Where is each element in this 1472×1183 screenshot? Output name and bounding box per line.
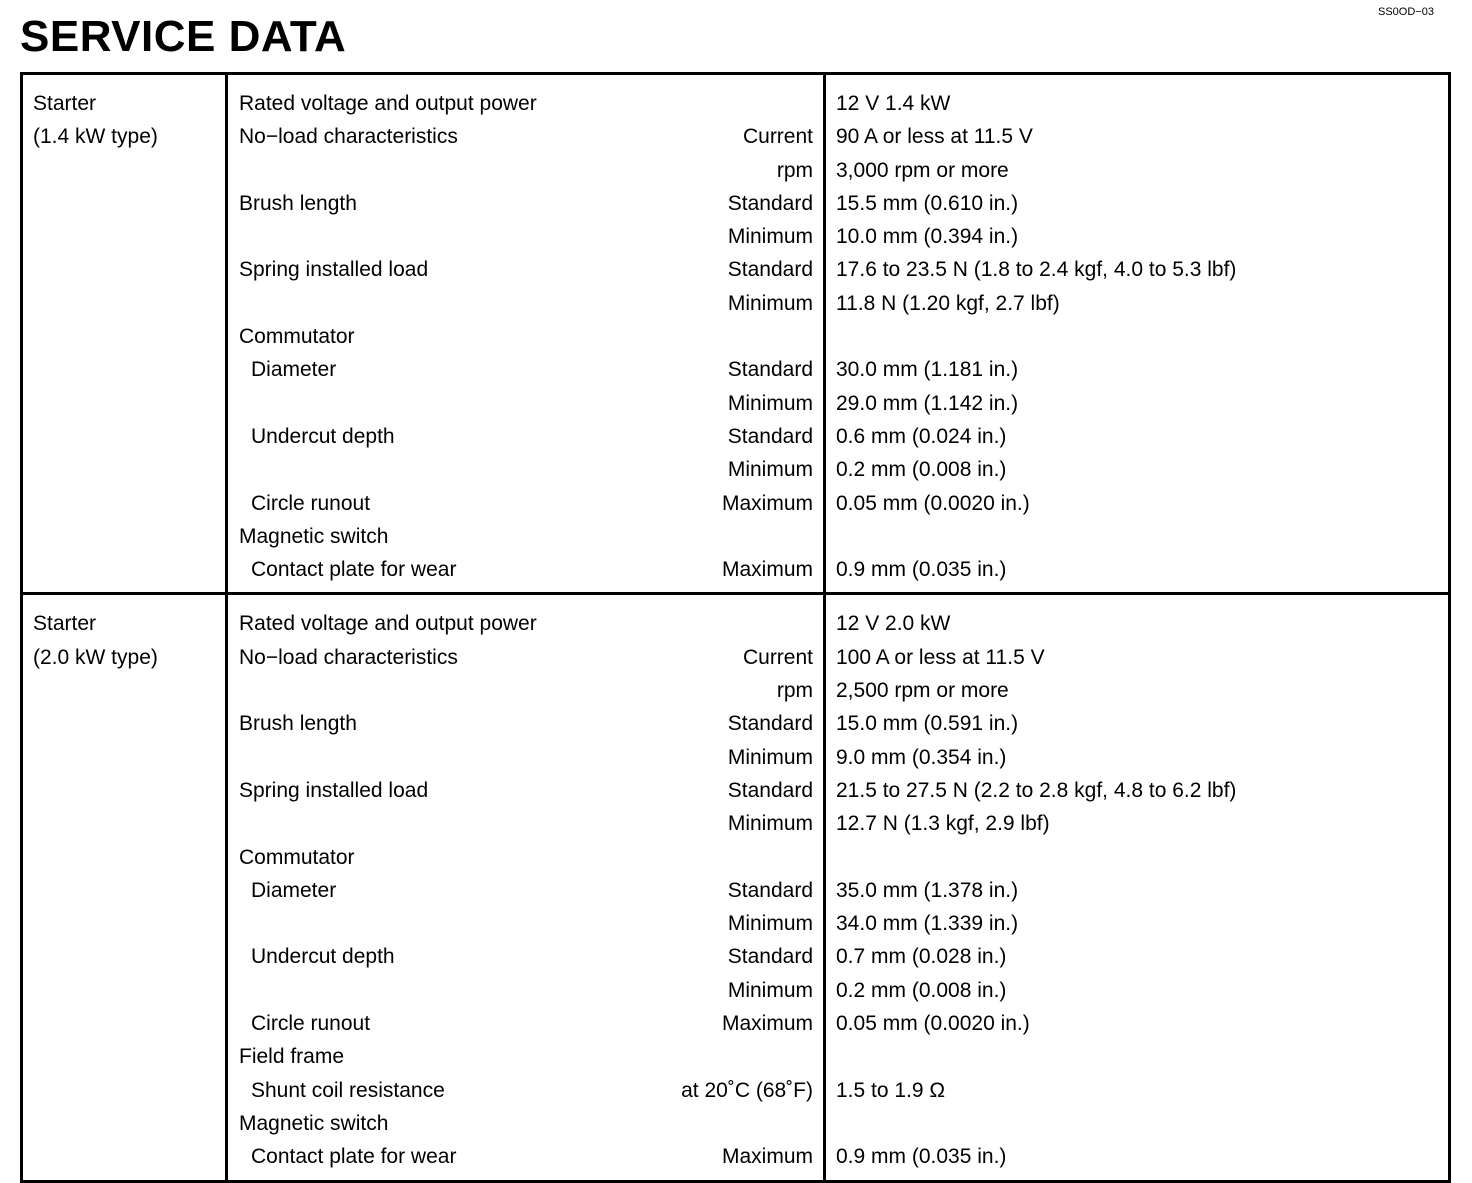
item-row [228, 774, 823, 807]
item-condition: Minimum [727, 225, 813, 249]
item-row [228, 1007, 823, 1040]
item-row [228, 1074, 823, 1107]
spec-value: 21.5 to 27.5 N (2.2 to 2.8 kgf, 4.8 to 6.2 lbf) [836, 778, 1237, 802]
item-condition: Standard [727, 945, 813, 969]
component-type: (1.4 kW type) [33, 125, 158, 149]
item-condition: Minimum [727, 912, 813, 936]
spec-value: 0.9 mm (0.035 in.) [836, 1145, 1007, 1169]
item-label: No−load characteristics [239, 125, 458, 149]
item-label [239, 387, 251, 420]
item-label: Commutator [239, 845, 355, 869]
item-condition: Standard [727, 358, 813, 382]
item-condition: Maximum [721, 558, 813, 582]
item-label: Undercut depth [251, 424, 395, 448]
item-row [228, 841, 823, 874]
item-condition: Minimum [727, 812, 813, 836]
value-column [826, 595, 1448, 1179]
item-label: Brush length [239, 191, 357, 215]
spec-value: 29.0 mm (1.142 in.) [836, 391, 1019, 415]
item-condition: Minimum [727, 745, 813, 769]
item-label: Diameter [251, 358, 337, 382]
item-label: Magnetic switch [239, 524, 389, 548]
component-cell [23, 75, 228, 592]
service-data-table [20, 72, 1451, 1183]
spec-value [836, 841, 1448, 874]
item-condition: Current [742, 125, 813, 149]
item-column [228, 75, 826, 592]
spec-value: 12 V 1.4 kW [836, 92, 951, 115]
spec-value: 0.05 mm (0.0020 in.) [836, 1012, 1030, 1036]
item-condition: Maximum [721, 491, 813, 515]
item-condition: Standard [727, 712, 813, 736]
item-row [228, 320, 823, 353]
item-row [228, 907, 823, 940]
spec-value: 9.0 mm (0.354 in.) [836, 745, 1007, 769]
component-name: Starter [33, 92, 97, 115]
spec-value: 30.0 mm (1.181 in.) [836, 358, 1019, 382]
item-label: Diameter [251, 878, 337, 902]
item-condition: Minimum [727, 458, 813, 482]
component-name: Starter [33, 612, 97, 636]
spec-value [836, 520, 1448, 553]
item-column [228, 595, 826, 1179]
item-row [228, 387, 823, 420]
item-row [228, 707, 823, 740]
item-condition: Standard [727, 191, 813, 215]
item-row [228, 353, 823, 386]
item-condition: Standard [727, 778, 813, 802]
item-row [228, 287, 823, 320]
spec-value: 90 A or less at 11.5 V [836, 125, 1033, 149]
item-label: Spring installed load [239, 258, 429, 282]
spec-value: 0.2 mm (0.008 in.) [836, 458, 1007, 482]
spec-value: 0.6 mm (0.024 in.) [836, 424, 1007, 448]
item-row [228, 420, 823, 453]
item-row [228, 1107, 823, 1140]
spec-value: 1.5 to 1.9 Ω [836, 1078, 946, 1102]
item-label: No−load characteristics [239, 645, 458, 669]
item-row [228, 874, 823, 907]
spec-value: 2,500 rpm or more [836, 679, 1009, 703]
section-starter-2-0kw [23, 592, 1448, 1179]
item-label [239, 453, 251, 486]
item-condition: rpm [776, 158, 813, 182]
item-row [228, 487, 823, 520]
item-label: Rated voltage and output power [239, 612, 537, 636]
item-condition: Minimum [727, 978, 813, 1002]
item-label: Spring installed load [239, 778, 429, 802]
spec-value: 10.0 mm (0.394 in.) [836, 225, 1019, 249]
spec-value: 17.6 to 23.5 N (1.8 to 2.4 kgf, 4.0 to 5.3 lbf) [836, 258, 1237, 282]
spec-value: 0.05 mm (0.0020 in.) [836, 491, 1030, 515]
item-label: Shunt coil resistance [251, 1078, 445, 1102]
spec-value: 34.0 mm (1.339 in.) [836, 912, 1019, 936]
item-row [228, 553, 823, 586]
item-row [228, 641, 823, 674]
item-label [239, 907, 251, 940]
item-row [228, 1140, 823, 1173]
item-row [228, 607, 823, 640]
value-column [826, 75, 1448, 592]
item-row [228, 807, 823, 840]
item-label: Undercut depth [251, 945, 395, 969]
item-label: Circle runout [251, 491, 371, 515]
item-label: Field frame [239, 1045, 345, 1069]
spec-value: 11.8 N (1.20 kgf, 2.7 lbf) [836, 291, 1060, 315]
item-condition: Standard [727, 878, 813, 902]
spec-value [836, 1040, 1448, 1073]
item-condition: Minimum [727, 291, 813, 315]
item-row [228, 741, 823, 774]
item-row [228, 520, 823, 553]
spec-value: 12 V 2.0 kW [836, 612, 951, 636]
spec-value [836, 1107, 1448, 1140]
item-row [228, 1040, 823, 1073]
item-row [228, 120, 823, 153]
spec-value: 35.0 mm (1.378 in.) [836, 878, 1019, 902]
item-label: Circle runout [251, 1012, 371, 1036]
item-condition: Standard [727, 424, 813, 448]
item-row [228, 220, 823, 253]
item-row [228, 253, 823, 286]
spec-value: 15.0 mm (0.591 in.) [836, 712, 1019, 736]
item-condition: rpm [776, 679, 813, 703]
item-row [228, 674, 823, 707]
item-label: Contact plate for wear [251, 1145, 457, 1169]
item-condition: Maximum [721, 1145, 813, 1169]
spec-value: 12.7 N (1.3 kgf, 2.9 lbf) [836, 812, 1050, 836]
item-label [239, 974, 251, 1007]
item-condition: at 20˚C (68˚F) [681, 1078, 813, 1102]
item-condition: Standard [727, 258, 813, 282]
component-cell [23, 595, 228, 1179]
item-row [228, 87, 823, 120]
item-condition: Maximum [721, 1012, 813, 1036]
spec-value: 0.7 mm (0.028 in.) [836, 945, 1007, 969]
spec-value: 100 A or less at 11.5 V [836, 645, 1045, 669]
item-condition: Minimum [727, 391, 813, 415]
spec-value: 0.2 mm (0.008 in.) [836, 978, 1007, 1002]
item-row [228, 154, 823, 187]
item-label: Rated voltage and output power [239, 92, 537, 115]
section-starter-1-4kw [23, 75, 1448, 592]
page-title: SERVICE DATA [20, 12, 347, 61]
spec-value: 15.5 mm (0.610 in.) [836, 191, 1019, 215]
spec-value: 0.9 mm (0.035 in.) [836, 558, 1007, 582]
item-label: Commutator [239, 325, 355, 349]
item-row [228, 453, 823, 486]
item-row [228, 974, 823, 1007]
item-row [228, 187, 823, 220]
item-row [228, 940, 823, 973]
item-condition: Current [742, 645, 813, 669]
item-label: Contact plate for wear [251, 558, 457, 582]
document-code: SS0OD−03 [1378, 6, 1434, 18]
item-label: Magnetic switch [239, 1111, 389, 1135]
item-label: Brush length [239, 712, 357, 736]
spec-value: 3,000 rpm or more [836, 158, 1009, 182]
component-type: (2.0 kW type) [33, 645, 158, 669]
spec-value [836, 320, 1448, 353]
